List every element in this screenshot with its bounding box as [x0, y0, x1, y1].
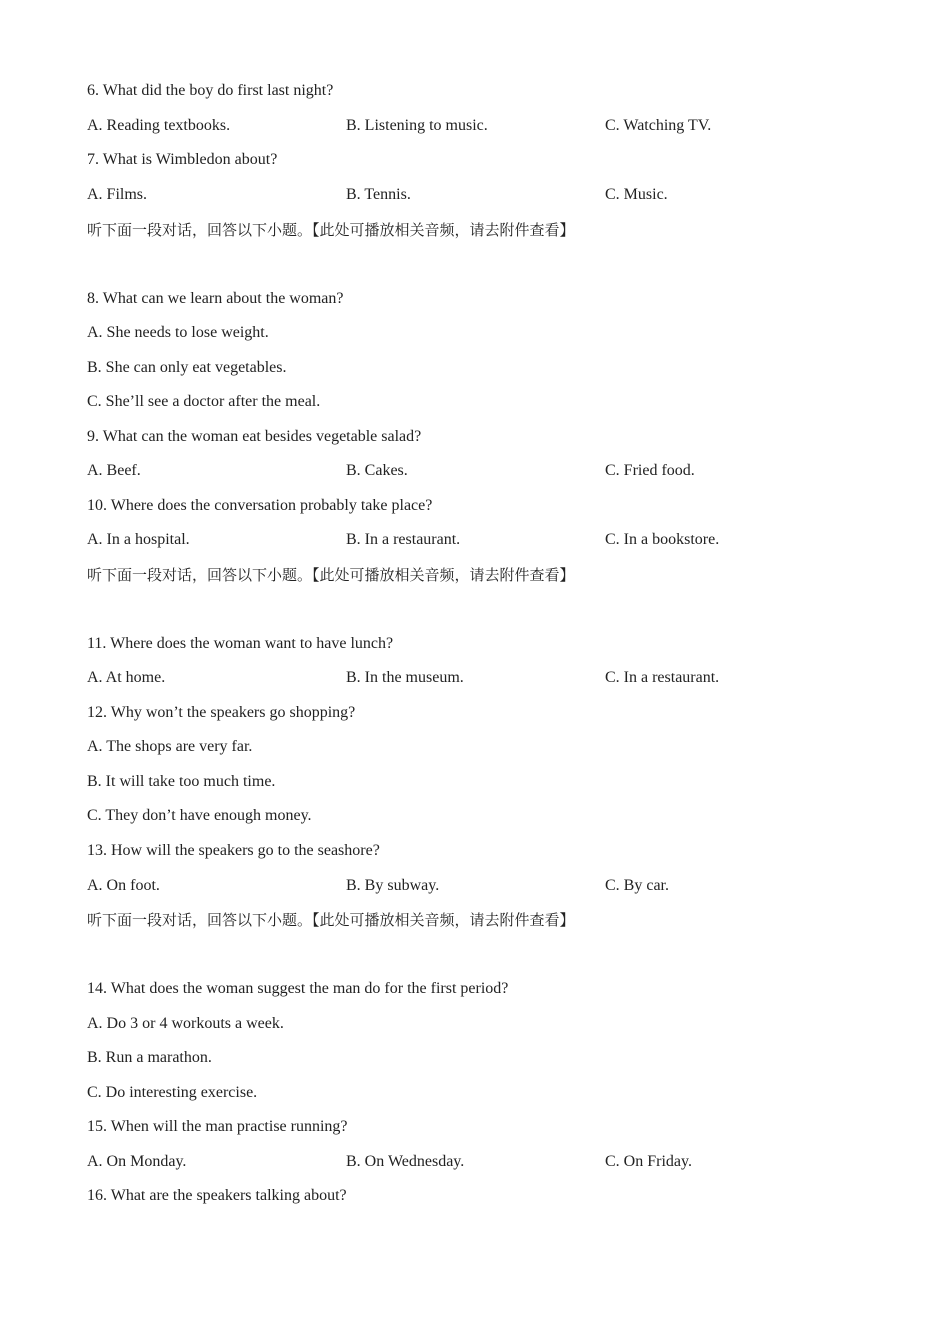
q12-option-b: B. It will take too much time. [87, 773, 276, 790]
q10-option-c: C. In a bookstore. [605, 531, 720, 548]
question-7: 7. What is Wimbledon about? [87, 151, 278, 168]
q8-option-c: C. She’ll see a doctor after the meal. [87, 393, 321, 410]
q8-option-b: B. She can only eat vegetables. [87, 359, 287, 376]
q14-option-a: A. Do 3 or 4 workouts a week. [87, 1015, 284, 1032]
q11-option-c: C. In a restaurant. [605, 669, 720, 686]
q13-option-a: A. On foot. [87, 877, 160, 894]
q9-option-b: B. Cakes. [346, 462, 408, 479]
question-9: 9. What can the woman eat besides vegetable salad? [87, 428, 422, 445]
q11-option-b: B. In the museum. [346, 669, 464, 686]
question-15: 15. When will the man practise running? [87, 1118, 348, 1135]
question-16: 16. What are the speakers talking about? [87, 1187, 347, 1204]
listening-instruction: 听下面一段对话，回答以下小题。【此处可播放相关音频，请去附件查看】 [87, 911, 575, 929]
q14-option-c: C. Do interesting exercise. [87, 1084, 258, 1101]
question-8: 8. What can we learn about the woman? [87, 290, 344, 307]
q7-option-b: B. Tennis. [346, 186, 411, 203]
question-13: 13. How will the speakers go to the seashore? [87, 842, 380, 859]
q11-option-a: A. At home. [87, 669, 166, 686]
q10-option-b: B. In a restaurant. [346, 531, 461, 548]
q13-option-b: B. By subway. [346, 877, 440, 894]
q15-option-b: B. On Wednesday. [346, 1153, 465, 1170]
q12-option-c: C. They don’t have enough money. [87, 807, 312, 824]
question-12: 12. Why won’t the speakers go shopping? [87, 704, 356, 721]
question-6: 6. What did the boy do first last night? [87, 82, 334, 99]
question-10: 10. Where does the conversation probably take place? [87, 497, 433, 514]
q10-option-a: A. In a hospital. [87, 531, 190, 548]
q13-option-c: C. By car. [605, 877, 669, 894]
q14-option-b: B. Run a marathon. [87, 1049, 212, 1066]
q7-option-c: C. Music. [605, 186, 668, 203]
q9-option-a: A. Beef. [87, 462, 141, 479]
q6-option-b: B. Listening to music. [346, 117, 488, 134]
q6-option-a: A. Reading textbooks. [87, 117, 231, 134]
q6-option-c: C. Watching TV. [605, 117, 712, 134]
q9-option-c: C. Fried food. [605, 462, 695, 479]
listening-instruction: 听下面一段对话，回答以下小题。【此处可播放相关音频，请去附件查看】 [87, 566, 575, 584]
listening-instruction: 听下面一段对话，回答以下小题。【此处可播放相关音频，请去附件查看】 [87, 221, 575, 239]
q15-option-a: A. On Monday. [87, 1153, 187, 1170]
question-14: 14. What does the woman suggest the man do for the first period? [87, 980, 509, 997]
q15-option-c: C. On Friday. [605, 1153, 692, 1170]
q8-option-a: A. She needs to lose weight. [87, 324, 269, 341]
q7-option-a: A. Films. [87, 186, 148, 203]
question-11: 11. Where does the woman want to have lunch? [87, 635, 394, 652]
q12-option-a: A. The shops are very far. [87, 738, 253, 755]
